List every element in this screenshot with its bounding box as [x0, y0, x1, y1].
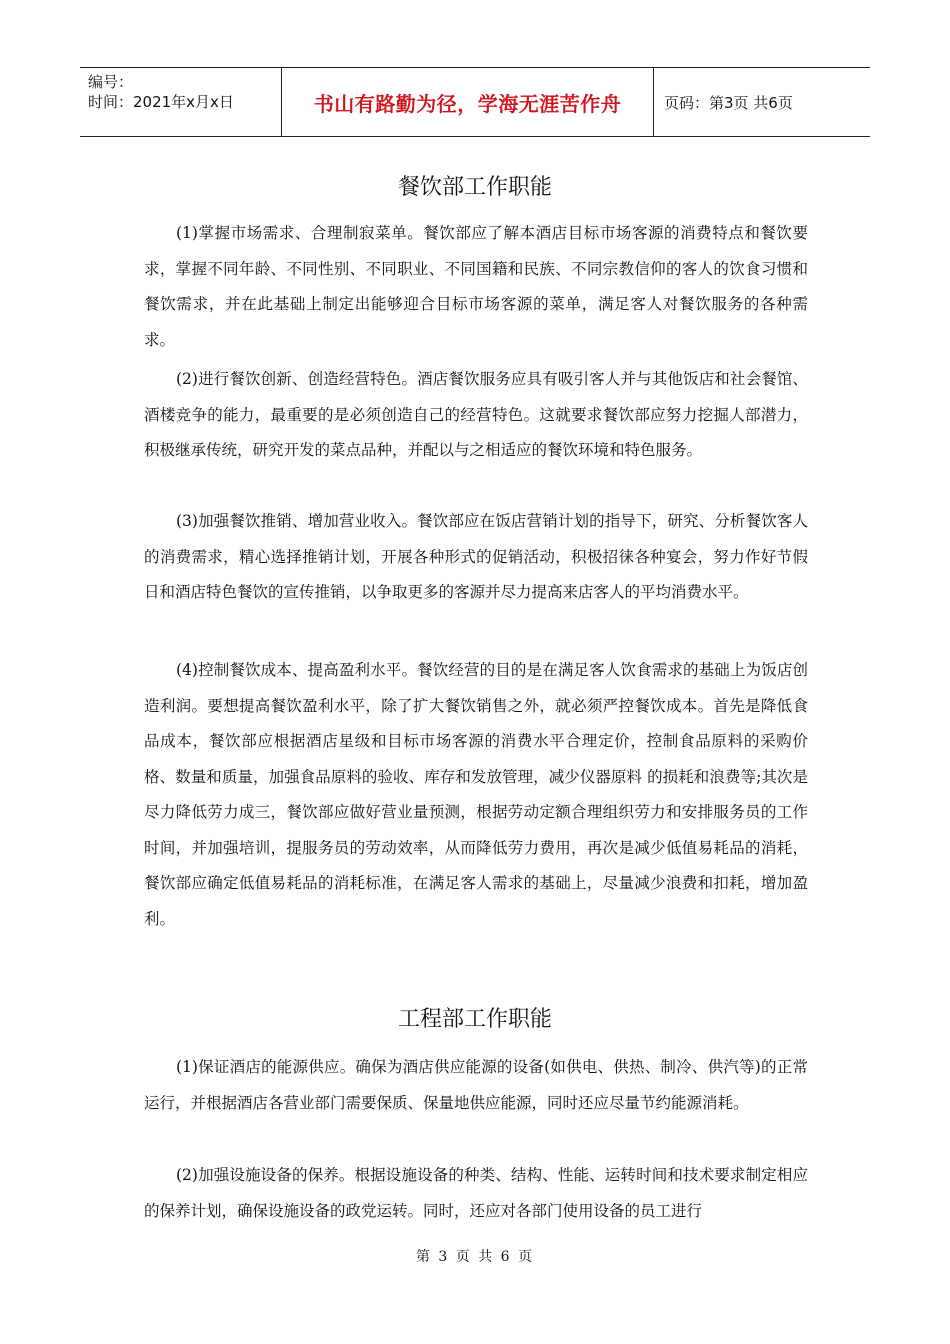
document-header: [80, 67, 870, 137]
catering-paragraph-3: (3)加强餐饮推销、增加营业收入。餐饮部应在饭店营销计划的指导下，研究、分析餐饮客人的消费需求，精心选择推销计划，开展各种形式的促销活动，积极招徕各种宴会，努力作好节假日和酒店特色餐饮的宣传推销，以争取更多的客源并尽力提高来店客人的平均消费水平。: [144, 512, 808, 601]
number-label: 编号：: [88, 73, 134, 91]
header-motto: 书山有路勤为径，学海无涯苦作舟: [282, 68, 654, 136]
page-footer: 第 3 页 共 6 页: [415, 1249, 535, 1265]
header-meta: [80, 68, 282, 136]
section-title-catering: 餐饮部工作职能: [397, 175, 552, 200]
engineering-paragraph-1: (1)保证酒店的能源供应。确保为酒店供应能源的设备(如供电、供热、制冷、供汽等)的正常运行，并根据酒店各营业部门需要保质、保量地供应能源，同时还应尽量节约能源消耗。: [144, 1058, 808, 1112]
section-title-engineering: 工程部工作职能: [397, 1007, 552, 1032]
engineering-paragraph-2: (2)加强设施设备的保养。根据设施设备的种类、结构、性能、运转时间和技术要求制定相应的保养计划，确保设施设备的政党运转。同时，还应对各部门使用设备的员工进行: [144, 1166, 808, 1220]
date-label: 时间：2021年x月x日: [88, 93, 234, 111]
catering-paragraph-2: (2)进行餐饮创新、创造经营特色。酒店餐饮服务应具有吸引客人并与其他饭店和社会餐馆、酒楼竞争的能力，最重要的是必须创造自己的经营特色。这就要求餐饮部应努力挖掘人部潜力，积极继承传统，研究开发的菜点品种，并配以与之相适应的餐饮环境和特色服务。: [144, 370, 808, 459]
catering-paragraph-4: (4)控制餐饮成本、提高盈利水平。餐饮经营的目的是在满足客人饮食需求的基础上为饭店创造利润。要想提高餐饮盈利水平，除了扩大餐饮销售之外，就必须严控餐饮成本。首先是降低食品成本，餐饮部应根据酒店星级和目标市场客源的消费水平合理定价，控制食品原料的采购价格、数量和质量，加强食品原料的验收、库存和发放管理，减少仪器原料 的损耗和浪费等;其次是尽力降低劳力成三，餐饮部应做好营业量预测，根据劳动定额合理组织劳力和安排服务员的工作时间，并加强培训，提服务员的劳动效率，从而降低劳力费用，再次是减少低值易耗品的消耗，餐饮部应确定低值易耗品的消耗标准，在满足客人需求的基础上，尽量减少浪费和扣耗，增加盈利。: [144, 661, 808, 928]
catering-paragraph-1: (1)掌握市场需求、合理制寂菜单。餐饮部应了解本酒店目标市场客源的消费特点和餐饮要求，掌握不同年龄、不同性别、不同职业、不同国籍和民族、不同宗教信仰的客人的饮食习惯和餐饮需求，并在此基础上制定出能够迎合目标市场客源的菜单，满足客人对餐饮服务的各种需求。: [144, 224, 808, 349]
header-page-number: 页码：第3页 共6页: [664, 93, 793, 112]
